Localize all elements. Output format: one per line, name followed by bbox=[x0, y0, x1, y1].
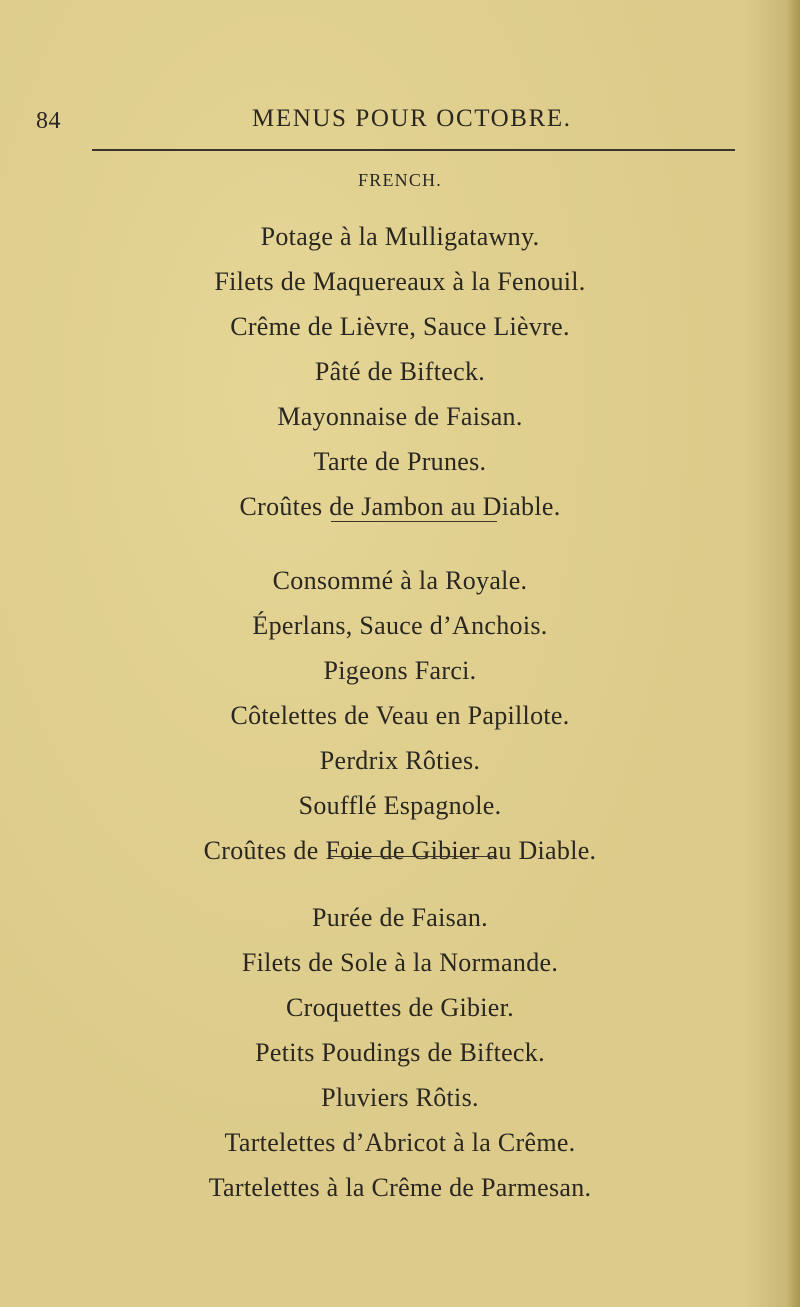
menu-divider bbox=[331, 856, 497, 857]
menu-item: Potage à la Mulligatawny. bbox=[260, 222, 540, 251]
menu-item: Tartelettes à la Crême de Parmesan. bbox=[208, 1173, 592, 1202]
header-rule bbox=[92, 149, 735, 151]
menu-item: Croquettes de Gibier. bbox=[286, 993, 514, 1022]
menu-item: Filets de Sole à la Normande. bbox=[241, 948, 559, 977]
menu-block-1 bbox=[0, 214, 800, 529]
menu-block-3 bbox=[0, 895, 800, 1210]
menu-item: Crême de Lièvre, Sauce Lièvre. bbox=[230, 312, 570, 341]
menu-item: Consommé à la Royale. bbox=[272, 566, 528, 595]
menu-item: Soufflé Espagnole. bbox=[298, 791, 502, 820]
menu-item: Tarte de Prunes. bbox=[313, 447, 487, 476]
menu-item: Éperlans, Sauce d’Anchois. bbox=[252, 611, 548, 640]
menu-item: Pigeons Farci. bbox=[323, 656, 477, 685]
menu-item: Perdrix Rôties. bbox=[319, 746, 481, 775]
menu-item: Filets de Maquereaux à la Fenouil. bbox=[214, 267, 586, 296]
menu-item: Mayonnaise de Faisan. bbox=[277, 402, 523, 431]
menu-item: Croûtes de Jambon au Diable. bbox=[239, 492, 561, 521]
menu-item: Petits Poudings de Bifteck. bbox=[255, 1038, 545, 1067]
menu-block-2 bbox=[0, 558, 800, 873]
menu-item: Pluviers Rôtis. bbox=[321, 1083, 479, 1112]
running-head: MENUS POUR OCTOBRE. bbox=[252, 105, 572, 132]
page-number: 84 bbox=[36, 108, 61, 134]
menu-item: Côtelettes de Veau en Papillote. bbox=[230, 701, 570, 730]
menu-divider bbox=[331, 521, 497, 522]
menu-item: Purée de Faisan. bbox=[312, 903, 488, 932]
menu-item: Pâté de Bifteck. bbox=[314, 357, 486, 386]
menu-item: Croûtes de Foie de Gibier au Diable. bbox=[203, 836, 597, 865]
menu-item: Tartelettes d’Abricot à la Crême. bbox=[224, 1128, 576, 1157]
section-heading: FRENCH. bbox=[358, 170, 442, 190]
